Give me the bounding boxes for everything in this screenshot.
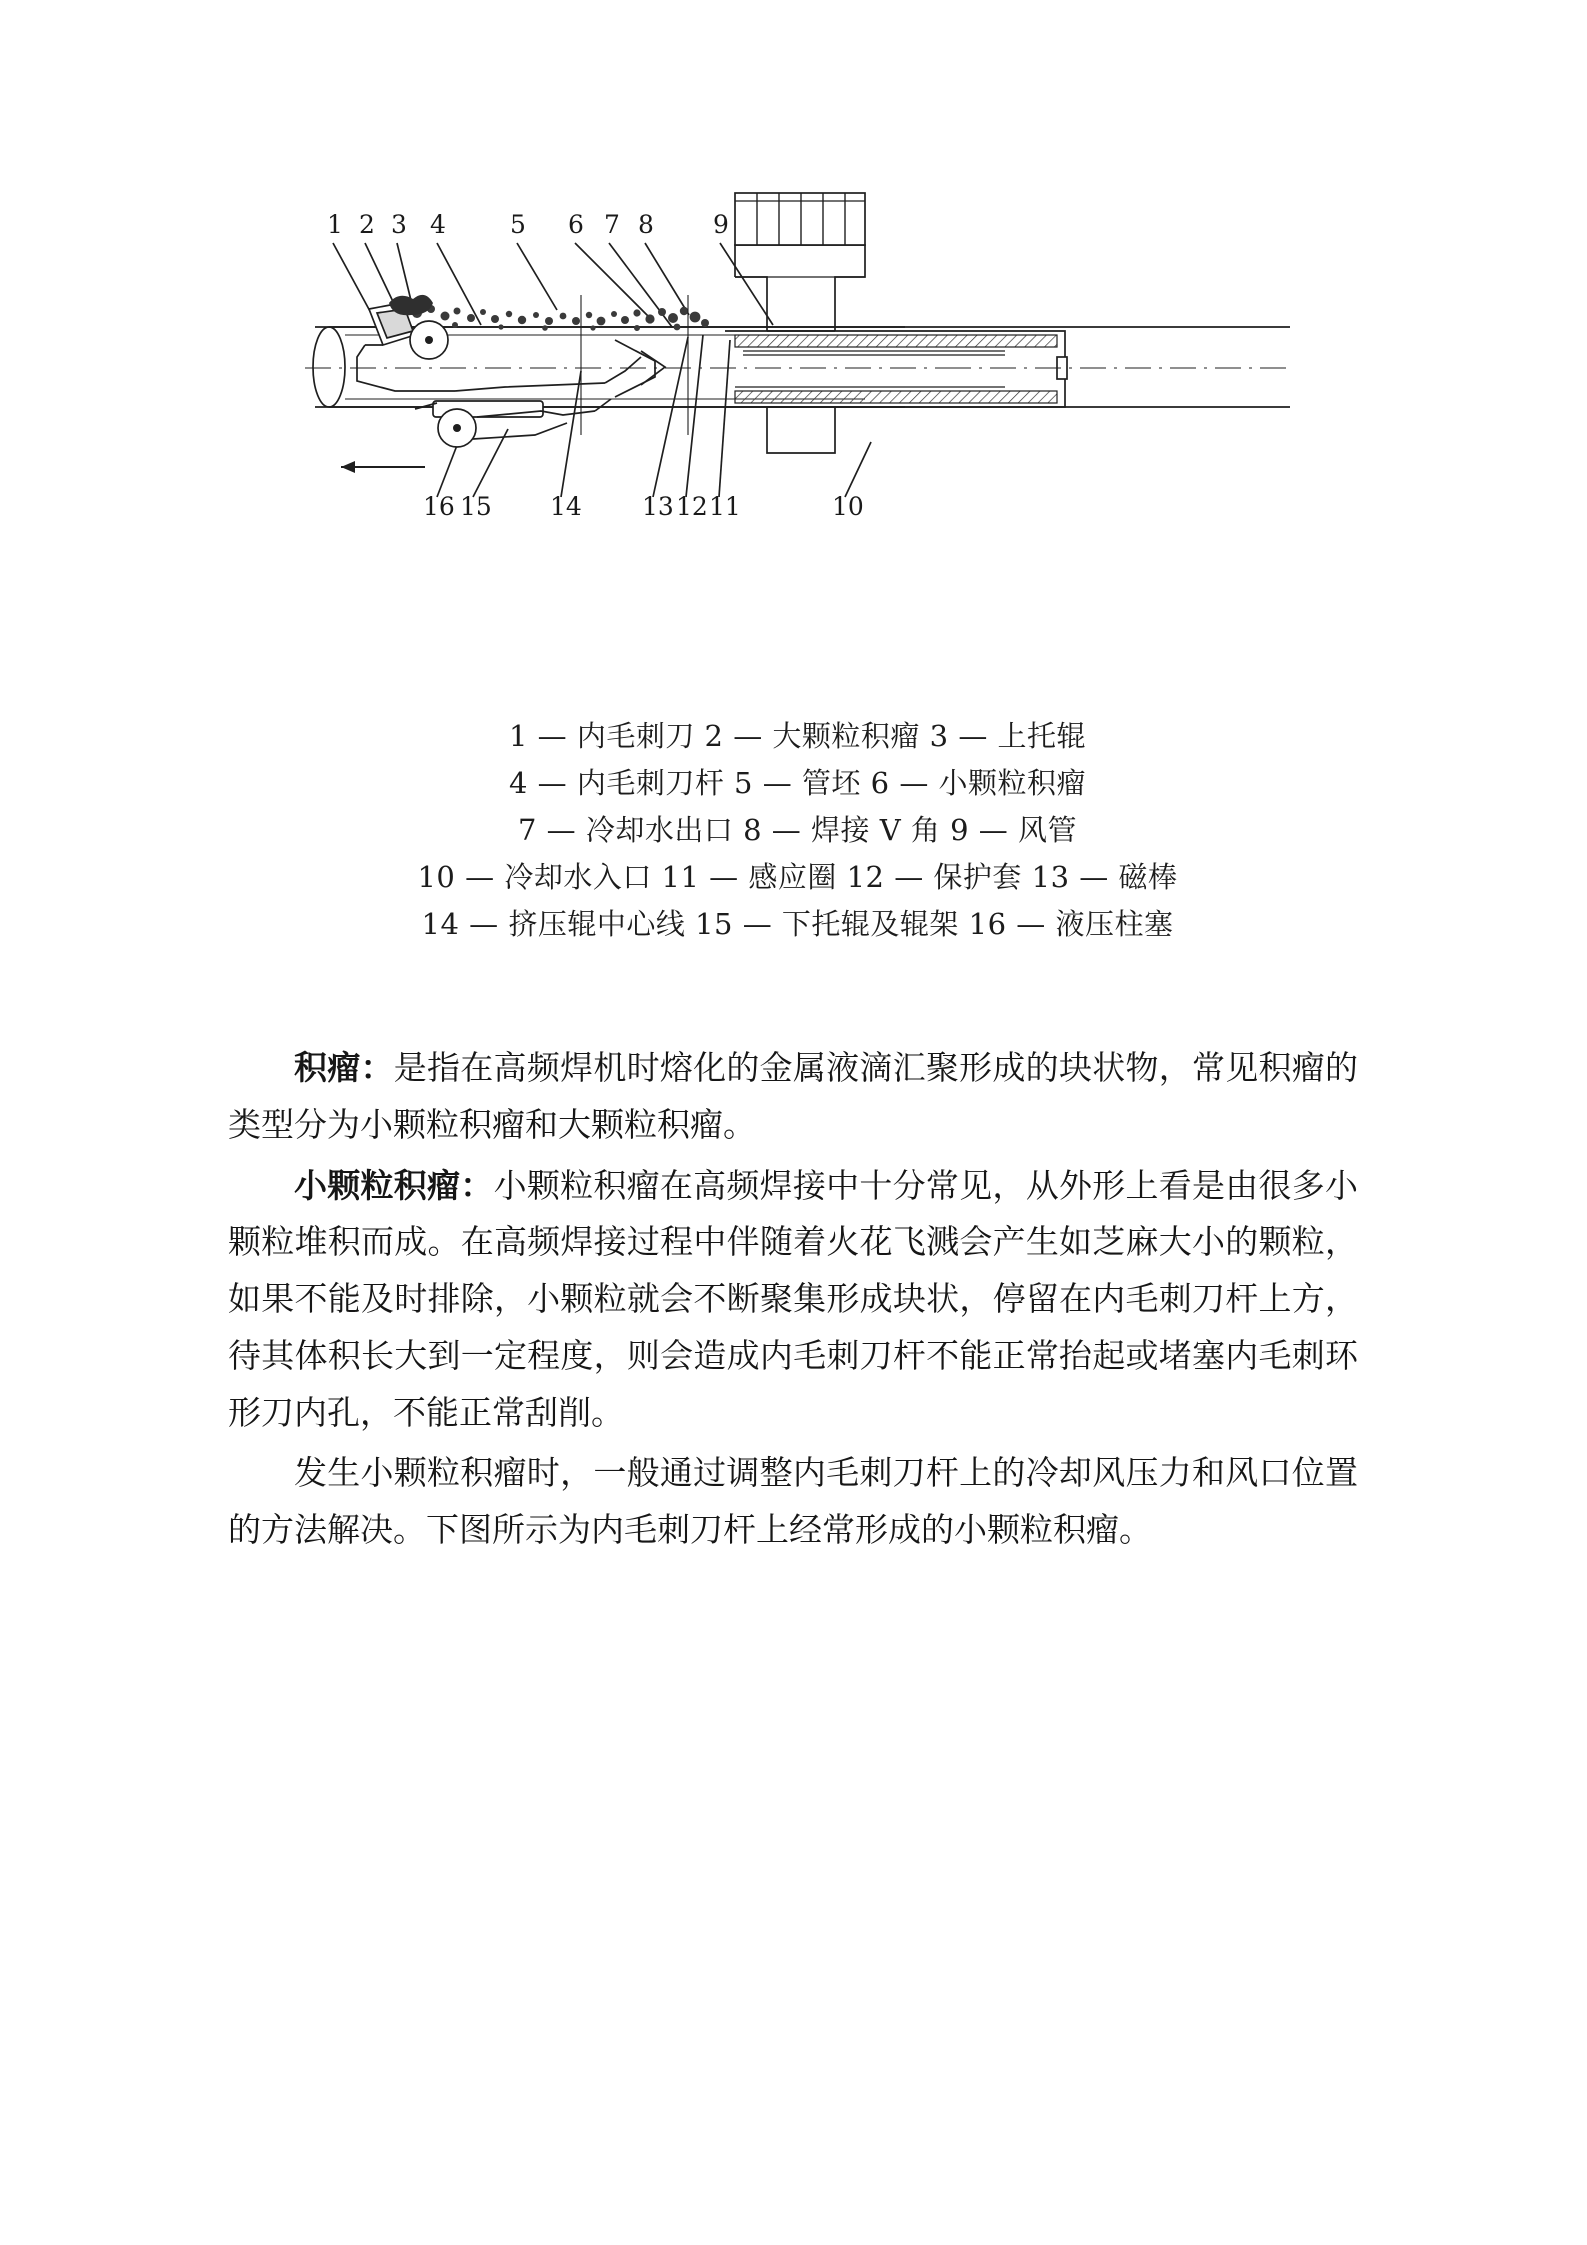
figure-legend (305, 713, 1290, 948)
figure-block (305, 185, 1290, 948)
svg-text:7: 7 (604, 210, 620, 239)
figure-technical-drawing (305, 185, 1290, 695)
paragraph-1-text: 是指在高频焊机时熔化的金属液滴汇聚形成的块状物，常见积瘤的类型分为小颗粒积瘤和大颗粒积瘤。 (228, 1048, 1359, 1144)
svg-text:13: 13 (642, 492, 674, 521)
legend-line-1: 1 — 内毛刺刀 2 — 大颗粒积瘤 3 — 上托辊 (508, 719, 1087, 753)
svg-text:6: 6 (568, 210, 584, 239)
svg-text:2: 2 (359, 210, 375, 239)
legend-line-5: 14 — 挤压辊中心线 15 — 下托辊及辊架 16 — 液压柱塞 (421, 906, 1174, 941)
svg-text:4: 4 (430, 210, 446, 239)
svg-text:3: 3 (391, 210, 407, 239)
svg-text:14: 14 (550, 492, 582, 521)
paragraph-1 (228, 1040, 1358, 1154)
svg-text:5: 5 (510, 210, 526, 239)
legend-line-4: 10 — 冷却水入口 11 — 感应圈 12 — 保护套 13 — 磁棒 (417, 859, 1178, 894)
svg-text:16: 16 (423, 492, 455, 521)
legend-line-2: 4 — 内毛刺刀杆 5 — 管坯 6 — 小颗粒积瘤 (508, 765, 1087, 800)
svg-text:8: 8 (638, 210, 654, 239)
paragraph-2-lead: 小颗粒积瘤： (294, 1165, 494, 1205)
svg-text:15: 15 (460, 492, 492, 521)
paragraph-2 (228, 1158, 1358, 1442)
svg-text:1: 1 (327, 210, 343, 239)
paragraph-3-text: 发生小颗粒积瘤时，一般通过调整内毛刺刀杆上的冷却风压力和风口位置的方法解决。下图所示为内毛刺刀杆上经常形成的小颗粒积瘤。 (228, 1453, 1358, 1549)
svg-text:11: 11 (709, 492, 741, 521)
svg-text:10: 10 (832, 492, 864, 521)
svg-text:12: 12 (676, 492, 708, 521)
paragraph-1-lead: 积瘤： (294, 1048, 394, 1087)
svg-text:9: 9 (713, 210, 729, 239)
paragraph-2-text: 小颗粒积瘤在高频焊接中十分常见，从外形上看是由很多小颗粒堆积而成。在高频焊接过程中伴随着火花飞溅会产生如芝麻大小的颗粒，如果不能及时排除，小颗粒就会不断聚集形成块状，停留在内毛刺刀杆上方，待其体积长大到一定程度，则会造成内毛刺刀杆不能正常抬起或堵塞内毛刺环形刀内孔，不能正常刮削。 (228, 1165, 1359, 1432)
body-text (228, 1040, 1358, 1563)
paragraph-3 (228, 1445, 1358, 1559)
legend-line-3: 7 — 冷却水出口 8 — 焊接 V 角 9 — 风管 (518, 812, 1077, 847)
